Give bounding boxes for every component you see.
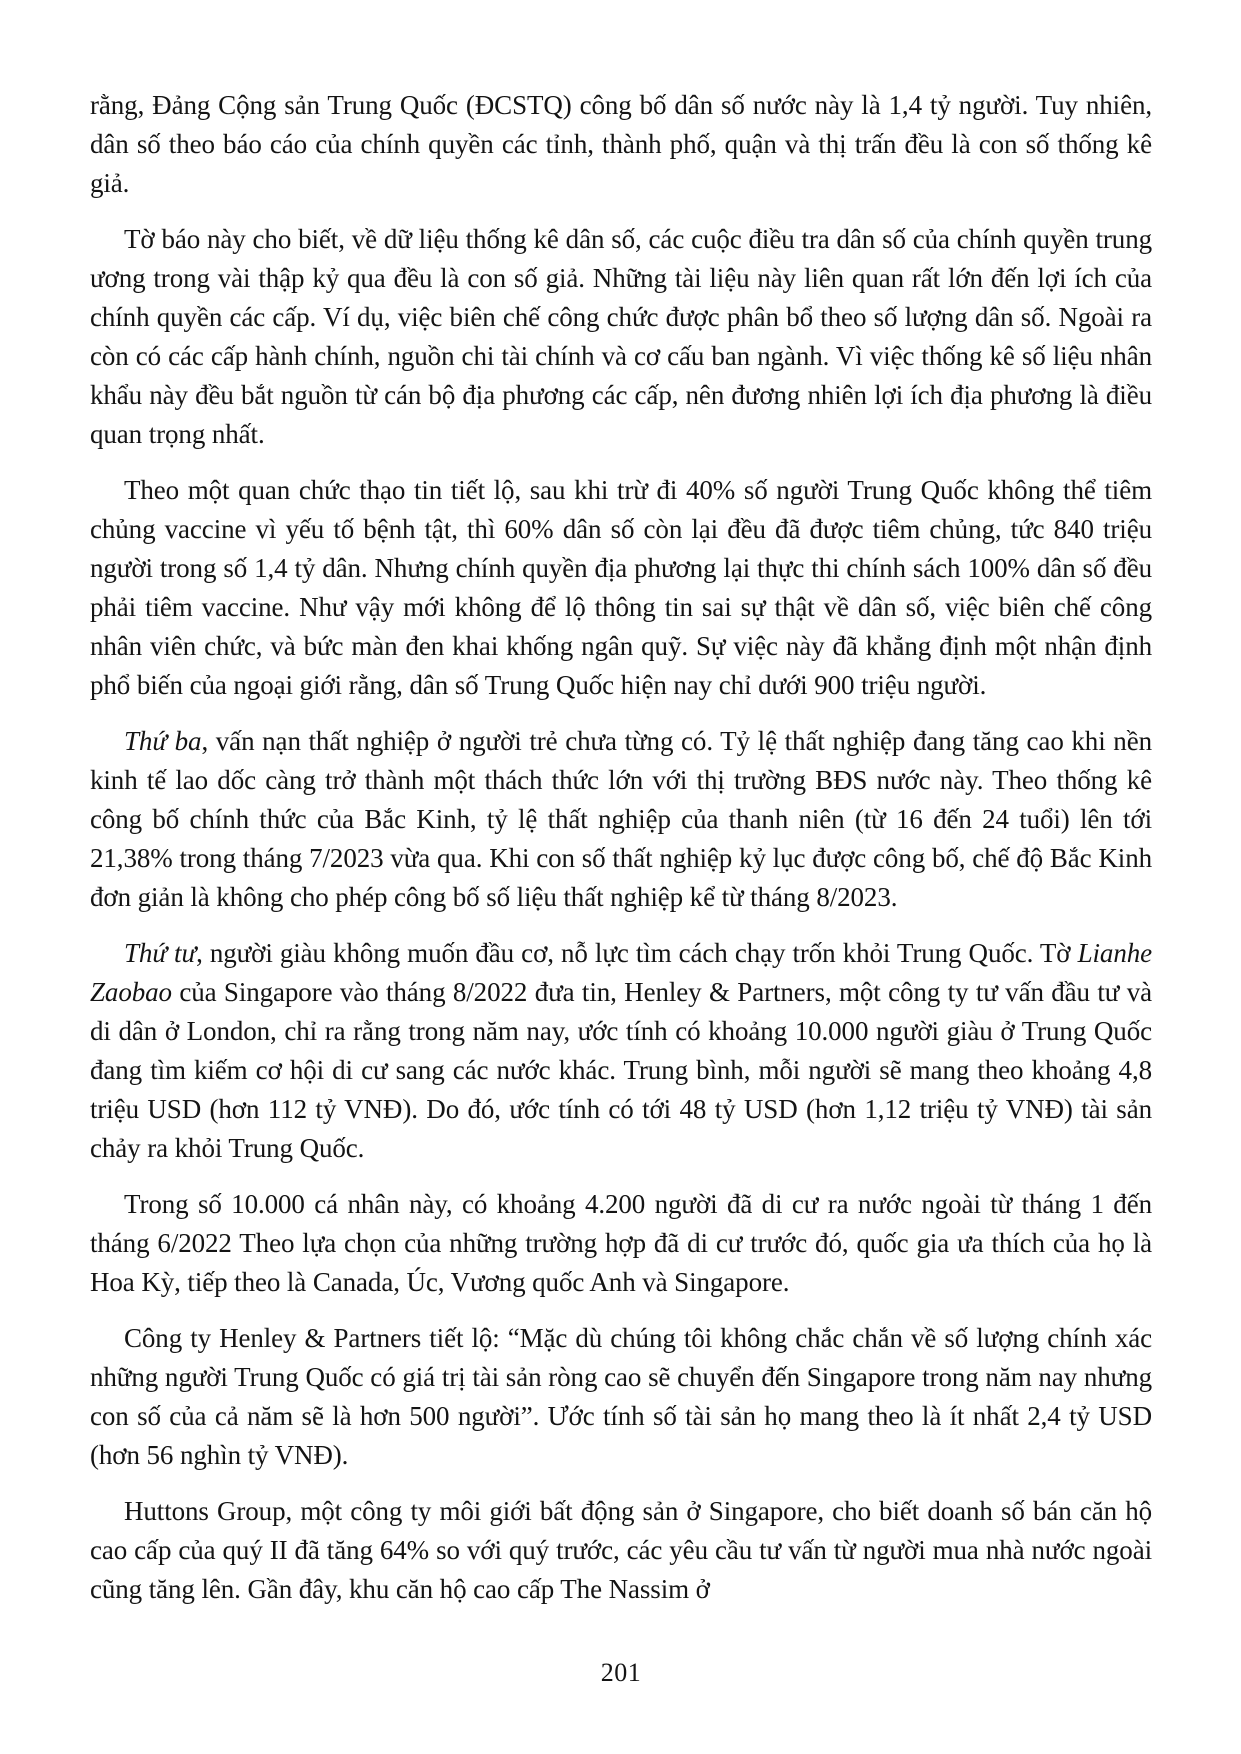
paragraph-text: rằng, Đảng Cộng sản Trung Quốc (ĐCSTQ) công bố dân số nước này là 1,4 tỷ người. Tuy nhiên, dân số theo báo cáo của chính quyền các tỉnh, thành phố, quận và thị trấn đều là con số thống kê giả. [90, 90, 1152, 198]
book-title: Lianhe Zaobao [90, 938, 1153, 1007]
paragraph-6 [90, 1185, 1152, 1302]
paragraph-text: Công ty Henley & Partners tiết lộ: “Mặc dù chúng tôi không chắc chắn về số lượng chính xác những người Trung Quốc có giá trị tài sản ròng cao sẽ chuyển đến Singapore trong năm nay nhưng con số của cả năm sẽ là hơn 500 người”. Ước tính số tài sản họ mang theo là ít nhất 2,4 tỷ USD (hơn 56 nghìn tỷ VNĐ). [90, 1323, 1152, 1470]
italic-lead-in: Thứ ba [124, 726, 202, 756]
paragraph-2 [90, 220, 1152, 454]
paragraph-text: Trong số 10.000 cá nhân này, có khoảng 4.200 người đã di cư ra nước ngoài từ tháng 1 đến tháng 6/2022 Theo lựa chọn của những trường hợp đã di cư trước đó, quốc gia ưa thích của họ là Hoa Kỳ, tiếp theo là Canada, Úc, Vương quốc Anh và Singapore. [90, 1189, 1152, 1297]
paragraph-text: Huttons Group, một công ty môi giới bất động sản ở Singapore, cho biết doanh số bán căn hộ cao cấp của quý II đã tăng 64% so với quý trước, các yêu cầu tư vấn từ người mua nhà nước ngoài cũng tăng lên. Gần đây, khu căn hộ cao cấp The Nassim ở [90, 1496, 1152, 1604]
paragraph-text: , người giàu không muốn đầu cơ, nỗ lực tìm cách chạy trốn khỏi Trung Quốc. Tờ [196, 938, 1078, 968]
paragraph-5 [90, 934, 1152, 1168]
paragraph-text: Tờ báo này cho biết, về dữ liệu thống kê dân số, các cuộc điều tra dân số của chính quyền trung ương trong vài thập kỷ qua đều là con số giả. Những tài liệu này liên quan rất lớn đến lợi ích của chính quyền các cấp. Ví dụ, việc biên chế công chức được phân bổ theo số lượng dân số. Ngoài ra còn có các cấp hành chính, nguồn chi tài chính và cơ cấu ban ngành. Vì việc thống kê số liệu nhân khẩu này đều bắt nguồn từ cán bộ địa phương các cấp, nên đương nhiên lợi ích địa phương là điều quan trọng nhất. [90, 224, 1152, 449]
paragraph-7 [90, 1319, 1152, 1475]
paragraph-8 [90, 1492, 1152, 1609]
paragraph-4 [90, 722, 1152, 917]
page-number: 201 [600, 1658, 642, 1687]
page-body [90, 86, 1152, 1692]
paragraph-text: Theo một quan chức thạo tin tiết lộ, sau khi trừ đi 40% số người Trung Quốc không thể tiêm chủng vaccine vì yếu tố bệnh tật, thì 60% dân số còn lại đều đã được tiêm chủng, tức 840 triệu người trong số 1,4 tỷ dân. Nhưng chính quyền địa phương lại thực thi chính sách 100% dân số đều phải tiêm vaccine. Như vậy mới không để lộ thông tin sai sự thật về dân số, việc biên chế công nhân viên chức, và bức màn đen khai khống ngân quỹ. Sự việc này đã khẳng định một nhận định phổ biến của ngoại giới rằng, dân số Trung Quốc hiện nay chỉ dưới 900 triệu người. [90, 475, 1152, 700]
italic-lead-in: Thứ tư [124, 938, 197, 968]
paragraph-1 [90, 86, 1152, 203]
paragraph-text: của Singapore vào tháng 8/2022 đưa tin, Henley & Partners, một công ty tư vấn đầu tư và di dân ở London, chỉ ra rằng trong năm nay, ước tính có khoảng 10.000 người giàu ở Trung Quốc đang tìm kiếm cơ hội di cư sang các nước khác. Trung bình, mỗi người sẽ mang theo khoảng 4,8 triệu USD (hơn 112 tỷ VNĐ). Do đó, ước tính có tới 48 tỷ USD (hơn 1,12 triệu tỷ VNĐ) tài sản chảy ra khỏi Trung Quốc. [90, 977, 1152, 1163]
paragraph-text: , vấn nạn thất nghiệp ở người trẻ chưa từng có. Tỷ lệ thất nghiệp đang tăng cao khi nền kinh tế lao dốc càng trở thành một thách thức lớn với thị trường BĐS nước này. Theo thống kê công bố chính thức của Bắc Kinh, tỷ lệ thất nghiệp của thanh niên (từ 16 đến 24 tuổi) lên tới 21,38% trong tháng 7/2023 vừa qua. Khi con số thất nghiệp kỷ lục được công bố, chế độ Bắc Kinh đơn giản là không cho phép công bố số liệu thất nghiệp kể từ tháng 8/2023. [90, 726, 1152, 912]
paragraph-3 [90, 471, 1152, 705]
